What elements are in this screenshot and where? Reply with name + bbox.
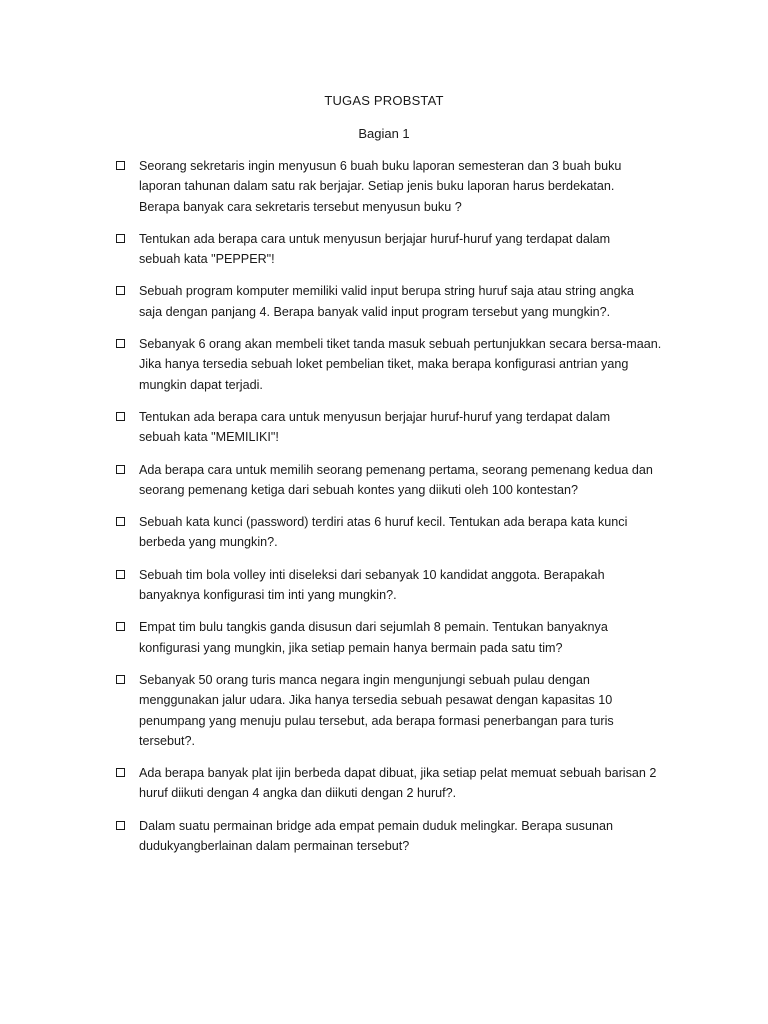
question-list xyxy=(116,156,686,868)
checkbox-icon xyxy=(116,821,125,830)
checkbox-icon xyxy=(116,517,125,526)
checkbox-icon xyxy=(116,234,125,243)
checkbox-icon xyxy=(116,286,125,295)
question-text: Ada berapa cara untuk memilih seorang pemenang pertama, seorang pemenang kedua dan seorang pemenang ketiga dari sebuah kontes yang diikuti oleh 100 kontestan? xyxy=(139,462,653,497)
question-item xyxy=(116,816,686,857)
question-item xyxy=(116,334,686,395)
question-item xyxy=(116,670,686,751)
question-text: Tentukan ada berapa cara untuk menyusun berjajar huruf-huruf yang terdapat dalam sebuah kata "PEPPER"! xyxy=(139,231,611,267)
question-text: Seorang sekretaris ingin menyusun 6 buah buku laporan semesteran dan 3 buah buku laporan tahunan dalam satu rak berjajar. Setiap jenis buku laporan harus berdekatan. Berapa banyak cara sekretaris tersebut menyusun buku ? xyxy=(139,159,622,214)
checkbox-icon xyxy=(116,675,125,684)
document-title: TUGAS PROBSTAT xyxy=(324,93,444,108)
question-item xyxy=(116,565,686,606)
question-text: Ada berapa banyak plat ijin berbeda dapat dibuat, jika setiap pelat memuat sebuah barisan 2 huruf diikuti dengan 4 angka dan diikuti dengan 2 huruf?. xyxy=(139,766,657,801)
checkbox-icon xyxy=(116,768,125,777)
question-item xyxy=(116,156,686,217)
document-subtitle: Bagian 1 xyxy=(358,126,410,141)
question-item xyxy=(116,407,686,448)
question-text: Sebuah kata kunci (password) terdiri atas 6 huruf kecil. Tentukan ada berapa kata kunci berbeda yang mungkin?. xyxy=(139,515,628,550)
checkbox-icon xyxy=(116,339,125,348)
checkbox-icon xyxy=(116,570,125,579)
question-item xyxy=(116,229,686,270)
question-text: Tentukan ada berapa cara untuk menyusun berjajar huruf-huruf yang terdapat dalam sebuah kata "MEMILIKI"! xyxy=(139,409,611,445)
question-text: Sebanyak 50 orang turis manca negara ingin mengunjungi sebuah pulau dengan menggunakan jalur udara. Jika hanya tersedia sebuah pesawat dengan kapasitas 10 penumpang yang menuju pulau tersebut, ada berapa formasi penerbangan para turis tersebut?. xyxy=(139,672,614,748)
question-text: Empat tim bulu tangkis ganda disusun dari sejumlah 8 pemain. Tentukan banyaknya konfigurasi yang mungkin, jika setiap pemain hanya bermain pada satu tim? xyxy=(139,620,608,655)
checkbox-icon xyxy=(116,622,125,631)
checkbox-icon xyxy=(116,465,125,474)
question-item xyxy=(116,460,686,501)
question-text: Sebuah tim bola volley inti diseleksi dari sebanyak 10 kandidat anggota. Berapakah banyaknya konfigurasi tim inti yang mungkin?. xyxy=(139,567,605,603)
question-item xyxy=(116,281,686,322)
question-text: Sebanyak 6 orang akan membeli tiket tanda masuk sebuah pertunjukkan secara bersa-maan. Jika hanya tersedia sebuah loket pembelian tiket, maka berapa konfigurasi antrian yang mungkin dapat terjadi. xyxy=(139,337,662,392)
checkbox-icon xyxy=(116,412,125,421)
question-item xyxy=(116,617,686,658)
question-text: Dalam suatu permainan bridge ada empat pemain duduk melingkar. Berapa susunan dudukyangberlainan dalam permainan tersebut? xyxy=(139,818,613,854)
question-item xyxy=(116,512,686,553)
question-text: Sebuah program komputer memiliki valid input berupa string huruf saja atau string angka saja dengan panjang 4. Berapa banyak valid input program tersebut yang mungkin?. xyxy=(139,284,634,319)
checkbox-icon xyxy=(116,161,125,170)
question-item xyxy=(116,763,686,804)
